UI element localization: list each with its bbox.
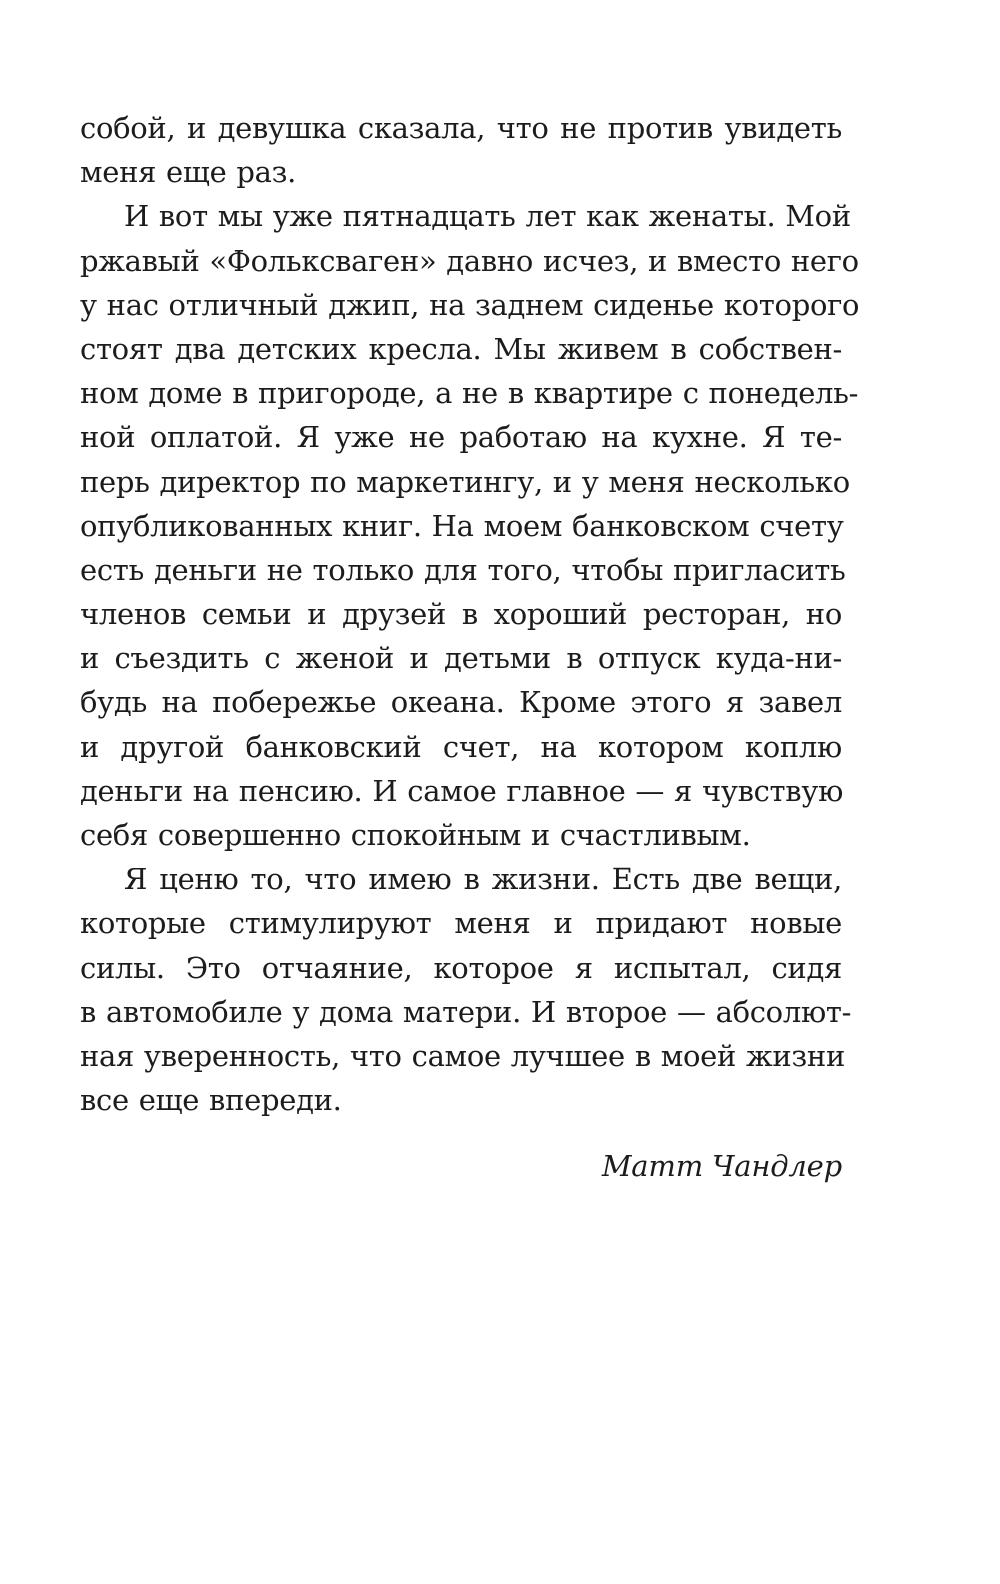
- text-line: и съездить с женой и детьми в отпуск куда-ни-: [80, 641, 842, 676]
- text-line: перь директор по маркетингу, и у меня несколько: [80, 464, 850, 499]
- text-line: которые стимулируют меня и придают новые: [80, 906, 842, 941]
- text-line: в автомобиле у дома матери. И второе — абсолют-: [80, 994, 852, 1029]
- text-line: меня еще раз.: [80, 155, 297, 190]
- text-line: ржавый «Фольксваген» давно исчез, и вместо него: [80, 243, 859, 278]
- text-line: деньги на пенсию. И самое главное — я чувствую: [80, 773, 844, 808]
- text-line: у нас отличный джип, на заднем сиденье которого: [80, 287, 860, 322]
- text-line: силы. Это отчаяние, которое я испытал, сидя: [80, 950, 842, 985]
- text-line: ной оплатой. Я уже не работаю на кухне. Я те-: [80, 420, 842, 455]
- text-line: себя совершенно спокойным и счастливым.: [80, 818, 751, 852]
- author-signature: Матт Чандлер: [601, 1149, 842, 1183]
- text-line: опубликованных книг. На моем банковском счету: [80, 508, 844, 543]
- text-line: и другой банковский счет, на котором коплю: [80, 729, 842, 764]
- text-line: есть деньги не только для того, чтобы пригласить: [80, 552, 846, 587]
- text-line: членов семьи и друзей в хороший ресторан, но: [80, 597, 842, 632]
- text-line: собой, и девушка сказала, что не против увидеть: [80, 111, 842, 145]
- text-line: Я ценю то, что имею в жизни. Есть две вещи,: [124, 862, 842, 897]
- text-line: стоят два детских кресла. Мы живем в собствен-: [80, 331, 842, 366]
- text-line: будь на побережье океана. Кроме этого я завел: [80, 685, 842, 720]
- text-line: ная уверенность, что самое лучшее в моей жизни: [80, 1038, 845, 1073]
- body-text: [80, 106, 860, 1122]
- text-line: все еще впереди.: [80, 1083, 342, 1118]
- text-line: И вот мы уже пятнадцать лет как женаты. Мой: [124, 199, 851, 234]
- text-line: ном доме в пригороде, а не в квартире с понедель-: [80, 376, 859, 411]
